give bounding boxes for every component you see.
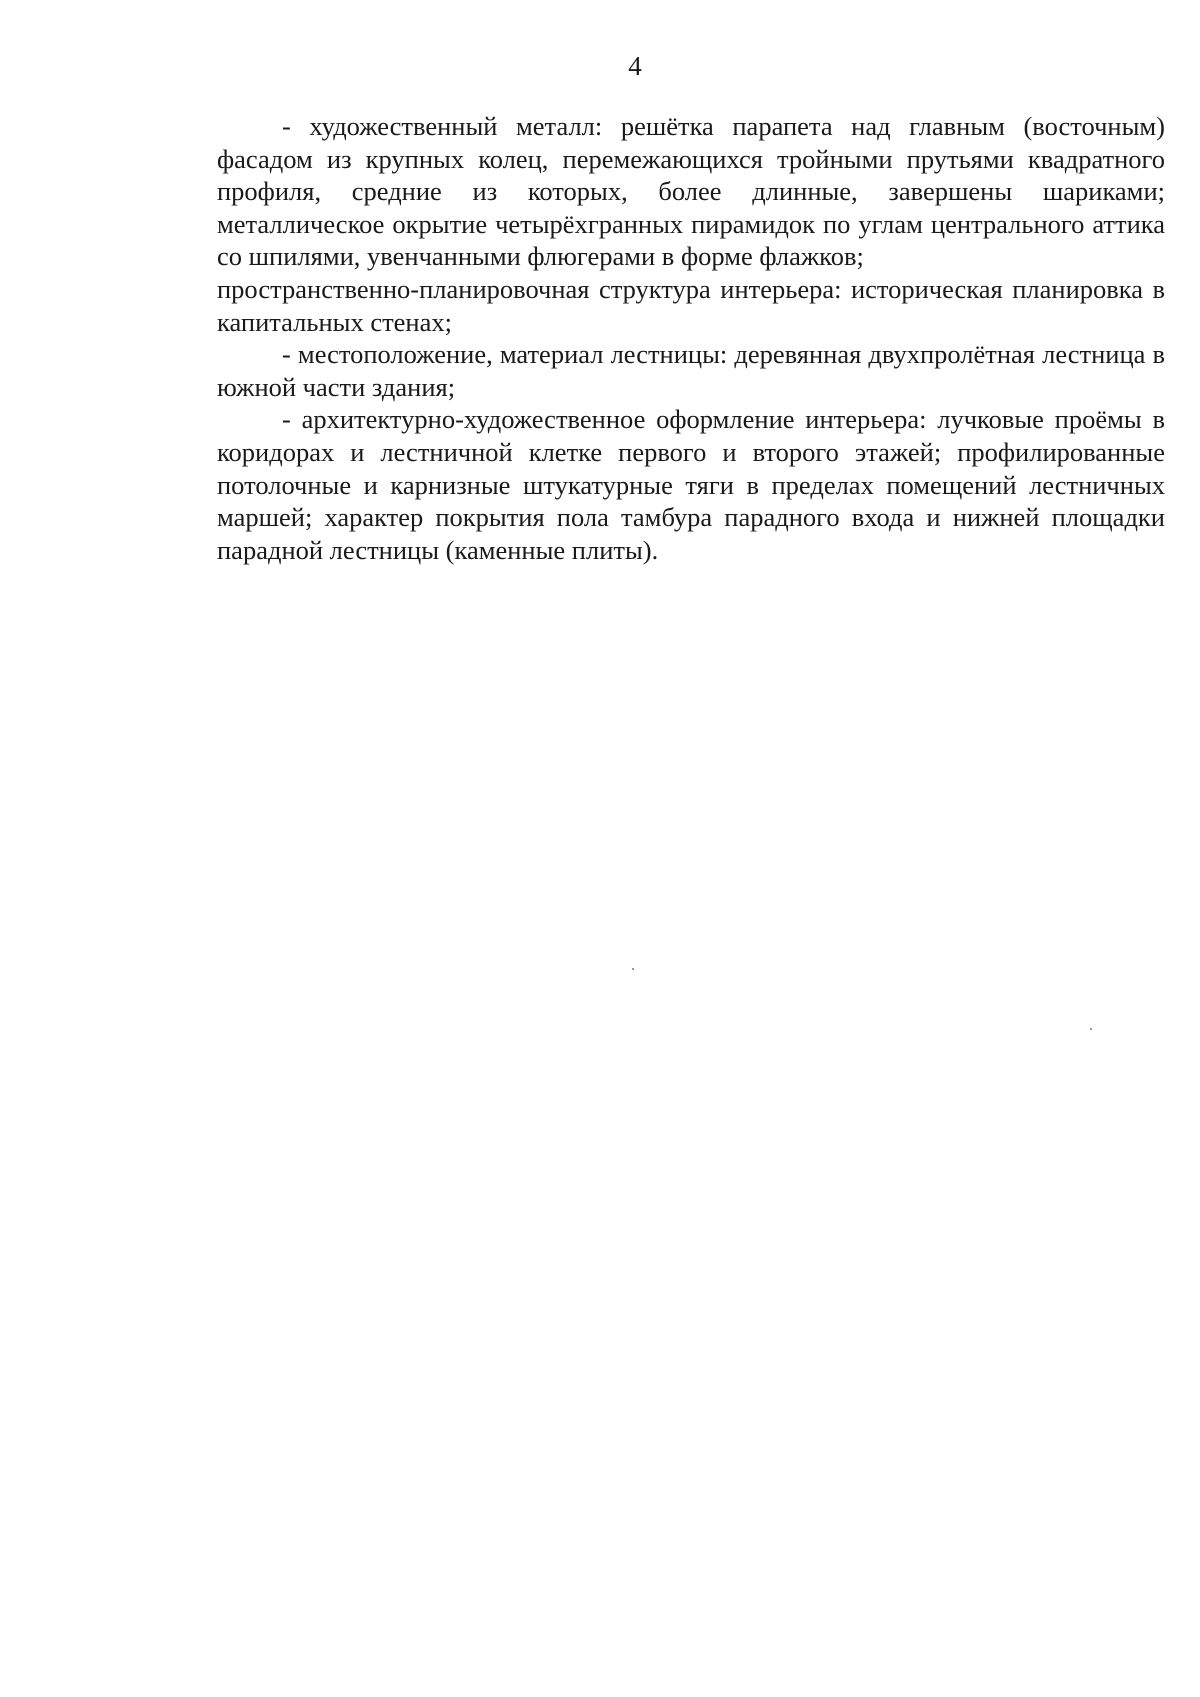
paragraph-spatial-planning: пространственно-планировочная структура интерьера: историческая планировка в капитальных стенах; bbox=[217, 273, 1165, 337]
paragraph-staircase: - местоположение, материал лестницы: деревянная двухпролётная лестница в южной части здания; bbox=[217, 339, 1165, 402]
scan-speck bbox=[1090, 1028, 1092, 1030]
page-number: 4 bbox=[628, 51, 642, 81]
document-body bbox=[217, 110, 1165, 566]
paragraph-artistic-metal: - художественный металл: решётка парапета над главным (восточным) фасадом из крупных колец, перемежающихся тройными прутьями квадратного профиля, средние из которых, более длинные, завершены шариками; металлическое окрытие четырёхгранных пирамидок по углам центрального аттика со шпилями, увенчанными флюгерами в форме флажков; bbox=[217, 111, 1165, 272]
paragraph-interior-design: - архитектурно-художественное оформление интерьера: лучковые проёмы в коридорах и лестничной клетке первого и второго этажей; профилированные потолочные и карнизные штукатурные тяги в пределах помещений лестничных маршей; характер покрытия пола тамбура парадного входа и нижней площадки парадной лестницы (каменные плиты). bbox=[217, 404, 1165, 565]
scan-speck bbox=[632, 968, 634, 970]
